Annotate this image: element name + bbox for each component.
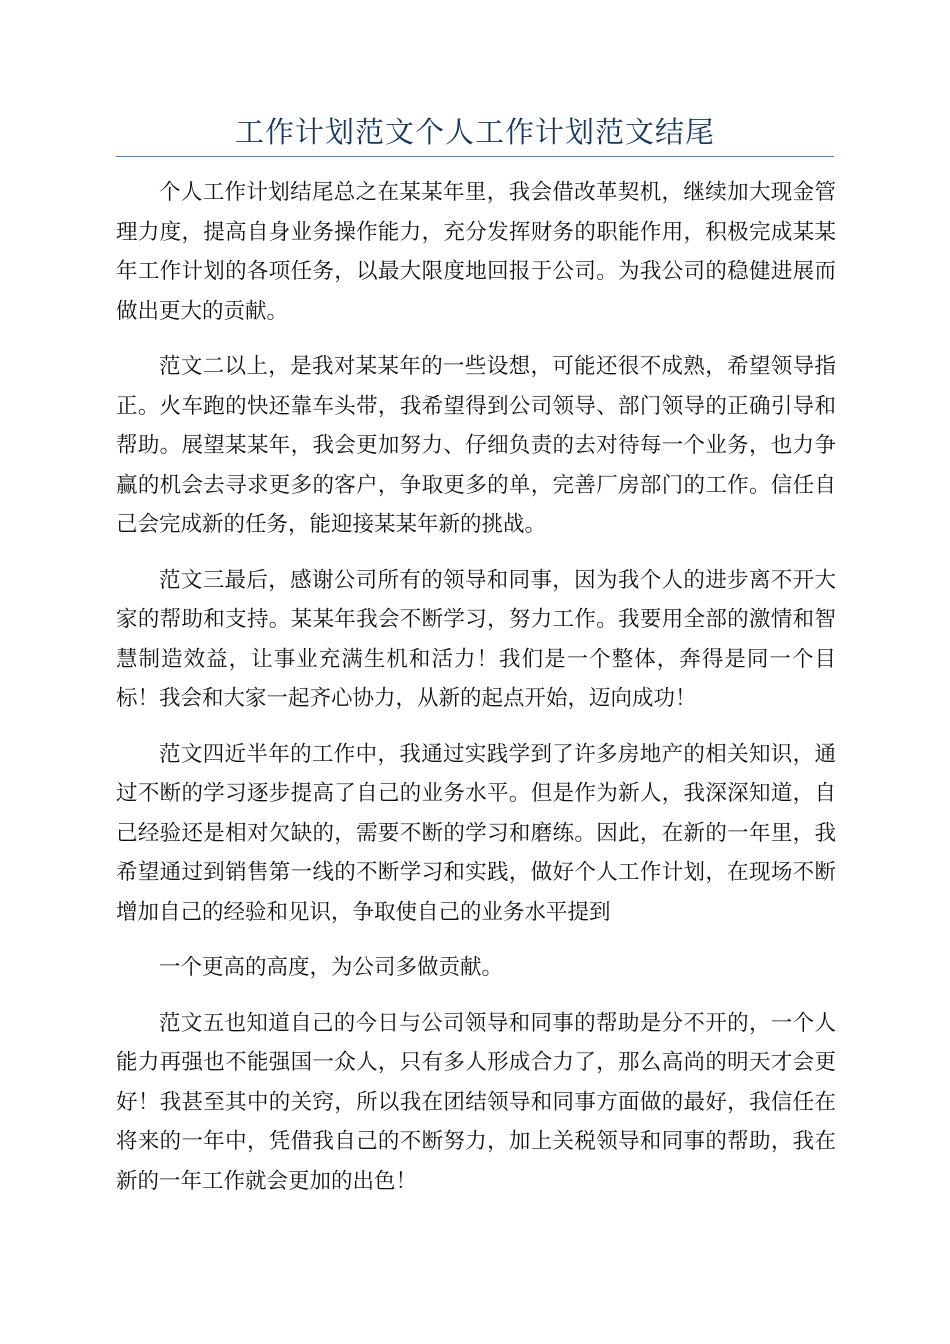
paragraph-4: 范文四近半年的工作中，我通过实践学到了许多房地产的相关知识，通过不断的学习逐步提高了自己的业务水平。但是作为新人，我深深知道，自己经验还是相对欠缺的，需要不断的学习和磨练。因此，在新的一年里，我希望通过到销售第一线的不断学习和实践，做好个人工作计划，在现场不断增加自己的经验和见识，争取使自己的业务水平提到	[116, 741, 836, 925]
page-title: 工作计划范文个人工作计划范文结尾	[234, 115, 715, 149]
paragraph-6: 范文五也知道自己的今日与公司领导和同事的帮助是分不开的，一个人能力再强也不能强国一众人，只有多人形成合力了，那么高尚的明天才会更好！我甚至其中的关窍，所以我在团结领导和同事方面做的最好，我信任在将来的一年中，凭借我自己的不断努力，加上关税领导和同事的帮助，我在新的一年工作就会更加的出色！	[116, 1010, 836, 1194]
document-body	[116, 173, 836, 1217]
title-block	[116, 112, 834, 157]
paragraph-3: 范文三最后，感谢公司所有的领导和同事，因为我个人的进步离不开大家的帮助和支持。某某年我会不断学习，努力工作。我要用全部的激情和智慧制造效益，让事业充满生机和活力！我们是一个整体，奔得是同一个目标！我会和大家一起齐心协力，从新的起点开始，迈向成功！	[116, 567, 836, 711]
paragraph-1: 个人工作计划结尾总之在某某年里，我会借改革契机，继续加大现金管理力度，提高自身业务操作能力，充分发挥财务的职能作用，积极完成某某年工作计划的各项任务，以最大限度地回报于公司。为我公司的稳健进展而做出更大的贡献。	[116, 180, 836, 324]
paragraph-2: 范文二以上，是我对某某年的一些设想，可能还很不成熟，希望领导指正。火车跑的快还靠车头带，我希望得到公司领导、部门领导的正确引导和帮助。展望某某年，我会更加努力、仔细负责的去对待每一个业务，也力争赢的机会去寻求更多的客户，争取更多的单，完善厂房部门的工作。信任自己会完成新的任务，能迎接某某年新的挑战。	[116, 354, 836, 537]
paragraph-5: 一个更高的高度，为公司多做贡献。	[159, 955, 504, 980]
